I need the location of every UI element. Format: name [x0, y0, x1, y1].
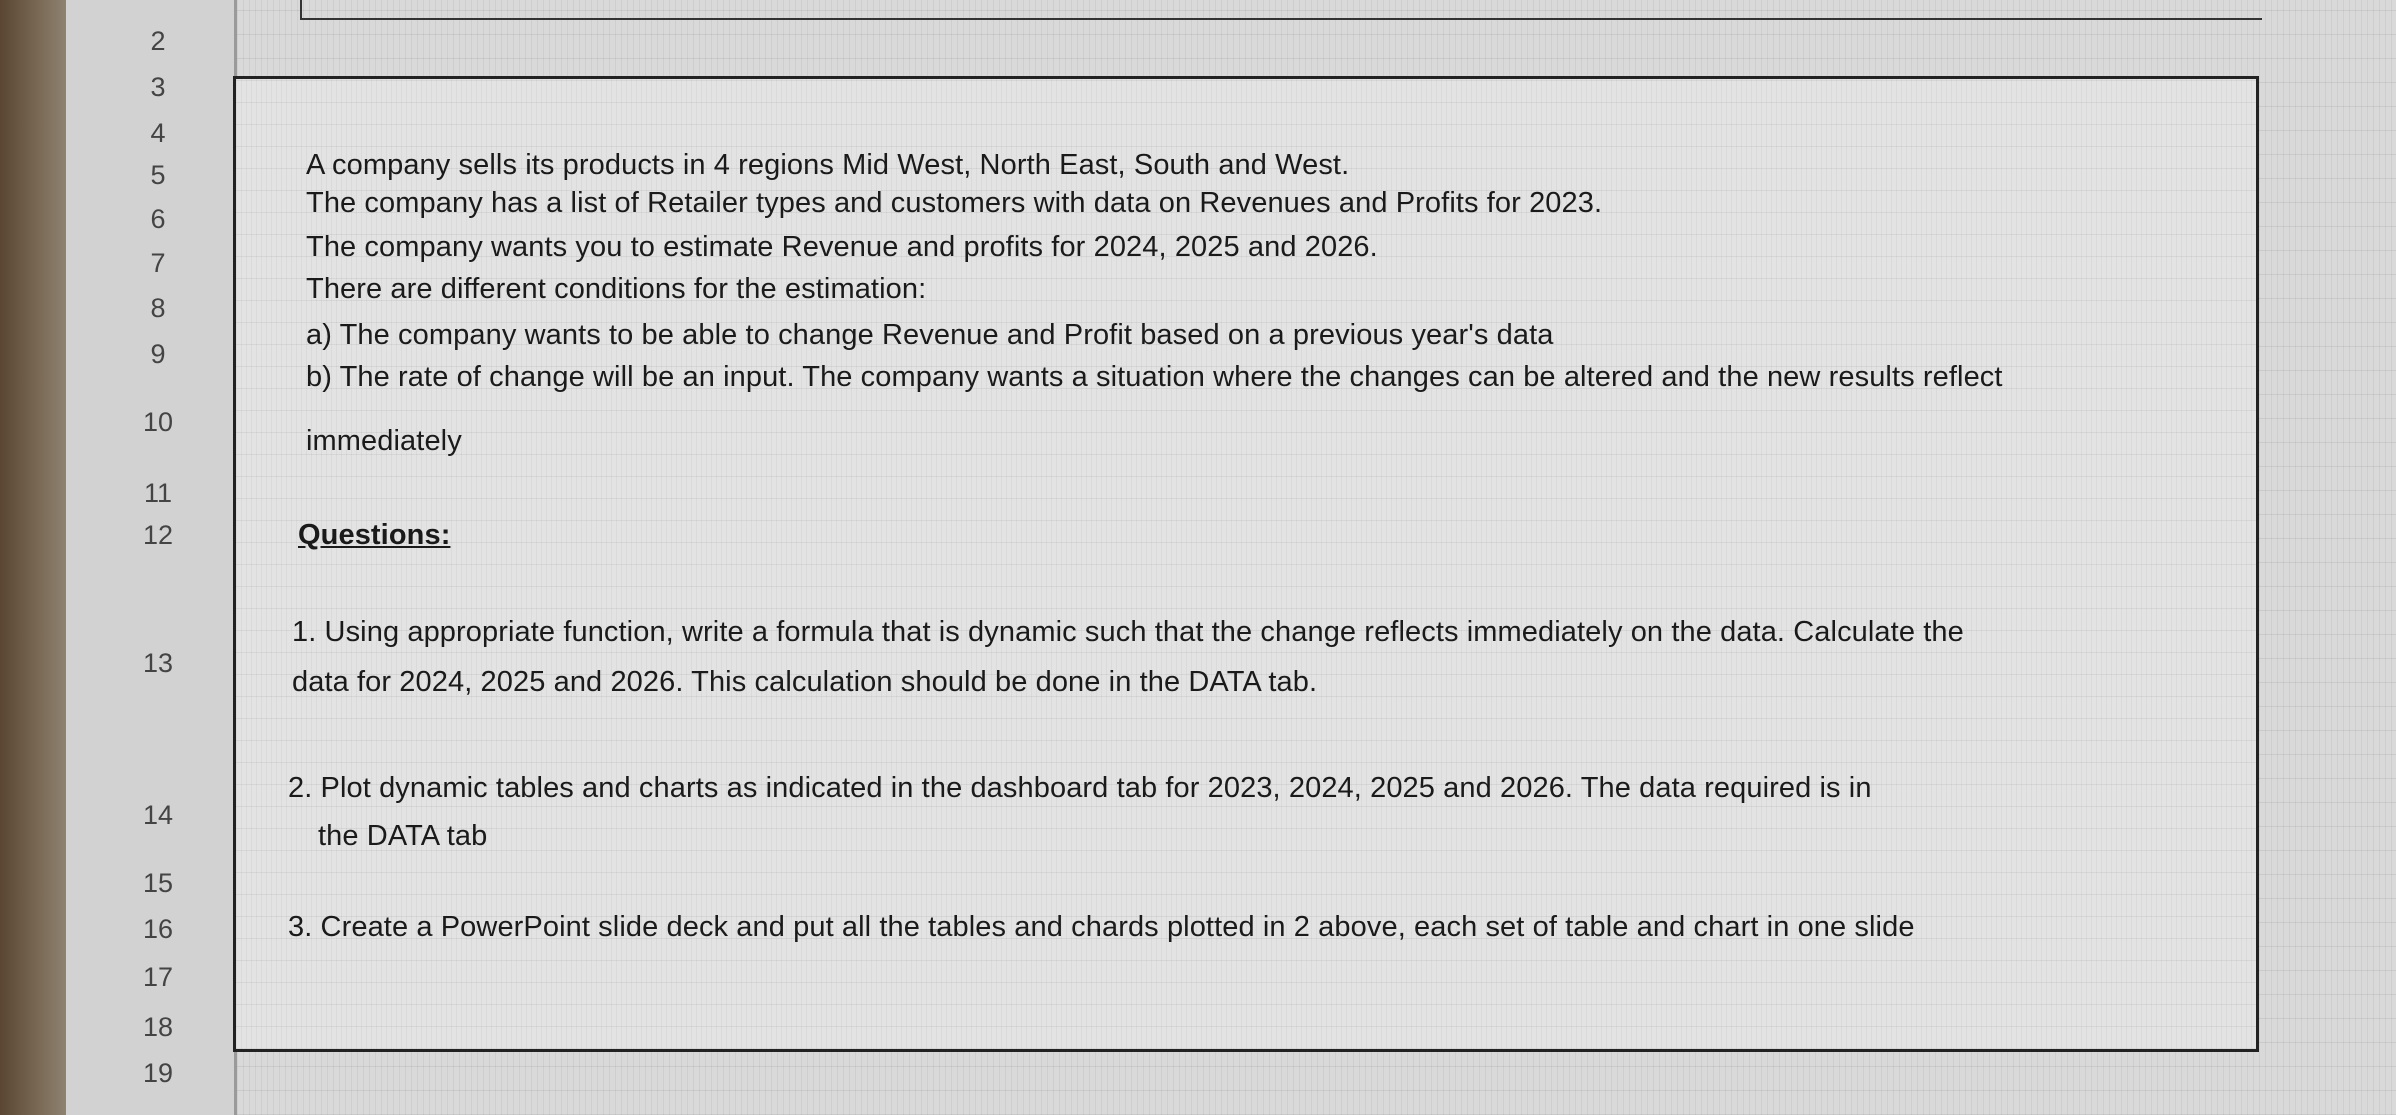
row-number[interactable]: 11	[143, 478, 173, 508]
row-number[interactable]: 2	[150, 26, 166, 56]
row-number[interactable]: 8	[150, 293, 166, 323]
row-number[interactable]: 17	[142, 962, 174, 992]
intro-line: A company sells its products in 4 regions Mid West, North East, South and West.	[306, 149, 1350, 181]
intro-line: The company wants you to estimate Revenue and profits for 2024, 2025 and 2026.	[306, 231, 1378, 263]
intro-line: There are different conditions for the estimation:	[306, 273, 927, 305]
row-header-column	[66, 0, 237, 1115]
row-number[interactable]: 10	[142, 407, 174, 437]
row-number[interactable]: 15	[142, 868, 174, 898]
intro-line: a) The company wants to be able to change Revenue and Profit based on a previous year's data	[306, 319, 1554, 351]
questions-heading: Questions:	[298, 519, 451, 551]
row-number[interactable]: 5	[150, 160, 166, 190]
question-1-line: data for 2024, 2025 and 2026. This calculation should be done in the DATA tab.	[292, 666, 1318, 698]
row-number[interactable]: 19	[142, 1058, 174, 1088]
question-2-line: 2. Plot dynamic tables and charts as indicated in the dashboard tab for 2023, 2024, 2025 and 2026. The data required is in	[288, 772, 1872, 804]
question-1-line: 1. Using appropriate function, write a formula that is dynamic such that the change reflects immediately on the data. Calculate the	[292, 616, 1964, 648]
intro-line: b) The rate of change will be an input. The company wants a situation where the changes can be altered and the new results reflect	[306, 361, 2003, 393]
row-number[interactable]: 16	[142, 914, 174, 944]
row-number[interactable]: 18	[142, 1012, 174, 1042]
row-number[interactable]: 12	[142, 520, 174, 550]
instructions-textbox[interactable]	[233, 76, 2259, 1052]
intro-line: The company has a list of Retailer types and customers with data on Revenues and Profits for 2023.	[306, 187, 1603, 219]
row-number[interactable]: 3	[150, 72, 166, 102]
row-number[interactable]: 9	[150, 339, 166, 369]
row-number[interactable]: 4	[150, 118, 166, 148]
row-number[interactable]: 14	[142, 800, 174, 830]
question-2-line: the DATA tab	[318, 820, 488, 852]
desk-edge	[0, 0, 66, 1115]
row-number[interactable]: 13	[142, 648, 174, 678]
row-number[interactable]: 7	[150, 248, 166, 278]
cell-border	[300, 0, 2262, 20]
question-3-line: 3. Create a PowerPoint slide deck and put all the tables and chards plotted in 2 above, each set of table and chart in one slide	[288, 911, 1915, 943]
intro-line: immediately	[306, 425, 462, 457]
row-number[interactable]: 6	[150, 204, 166, 234]
